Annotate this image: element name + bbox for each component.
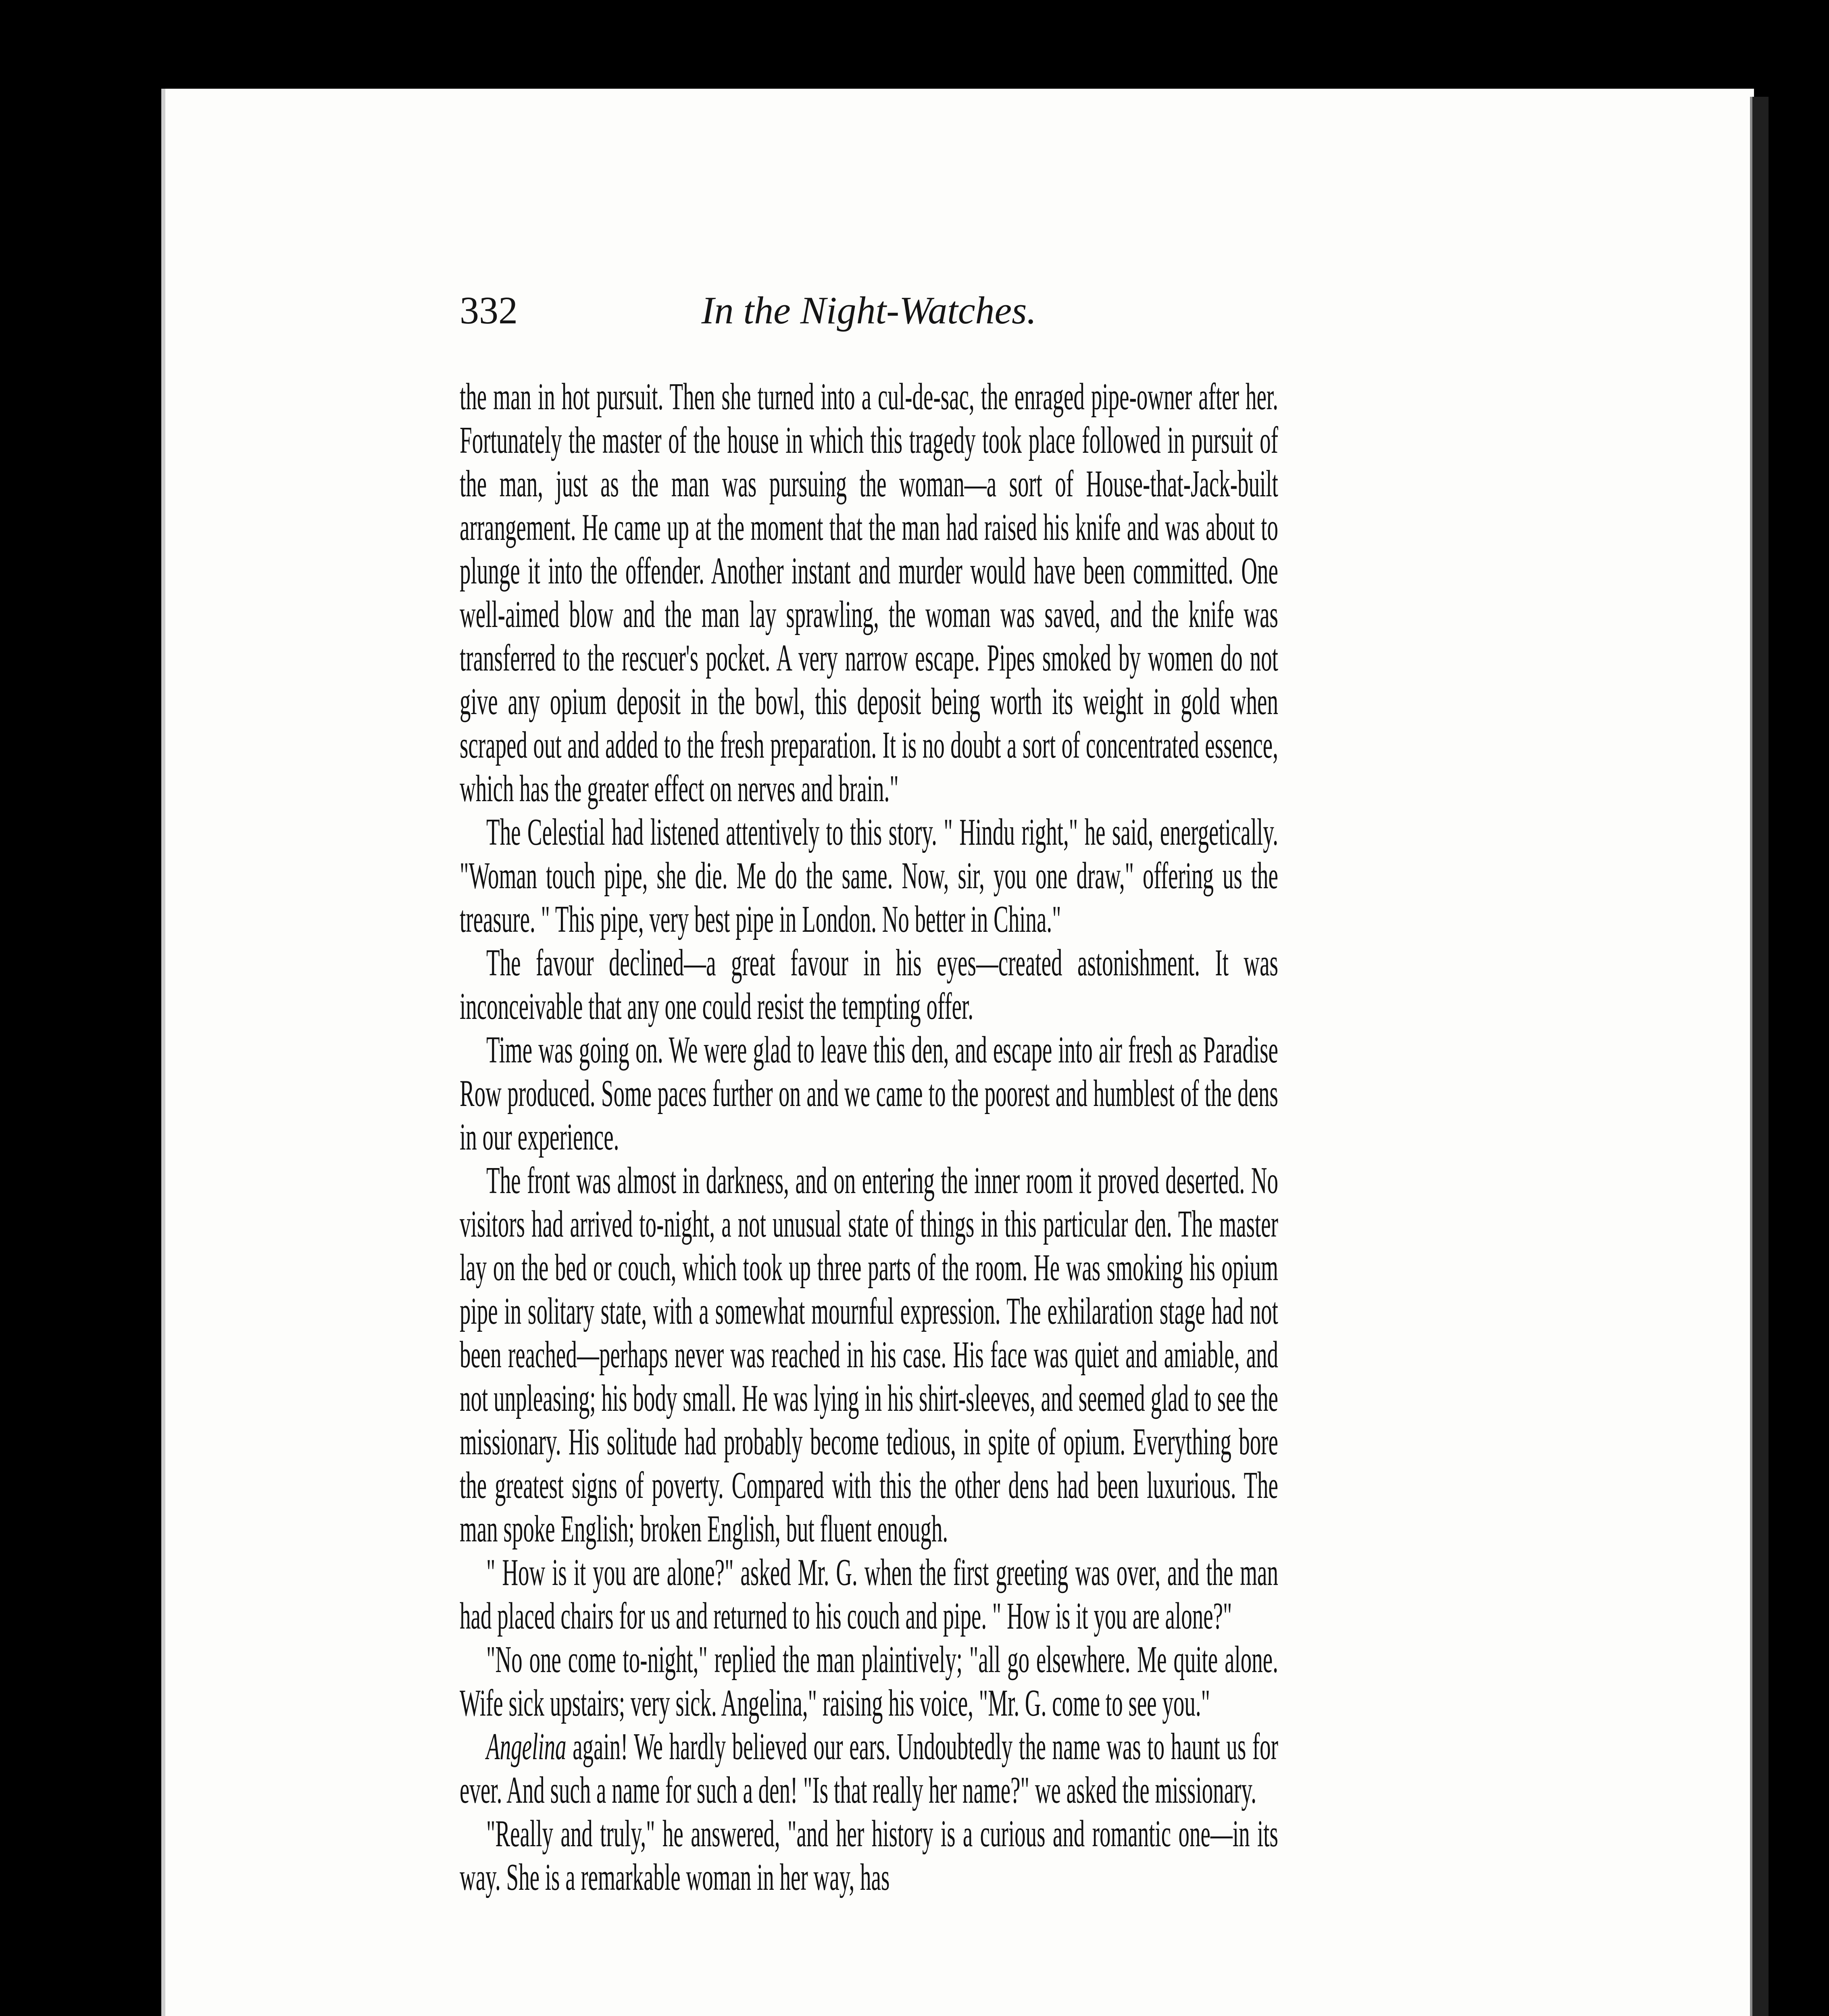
- italic-name: Angelina: [486, 1726, 567, 1768]
- paragraph-2: The Celestial had listened attentively to this story. " Hindu right," he said, energetically. "Woman touch pipe, she die. Me do the same. Now, sir, you one draw," offering us the treasure. " This pipe, very best pipe in London. No better in China.": [460, 811, 1278, 940]
- page-edge: [1750, 97, 1769, 2016]
- paragraph-1: the man in hot pursuit. Then she turned into a cul-de-sac, the enraged pipe-owner after her. Fortunately the master of the house in which this tragedy took place followed in pursuit of the man, just as the man was pursuing the woman—a sort of House-that-Jack-built arrangement. He came up at the moment that the man had raised his knife and was about to plunge it into the offender. Another instant and murder would have been committed. One well-aimed blow and the man lay sprawling, the woman was saved, and the knife was transferred to the rescuer's pocket. A very narrow escape. Pipes smoked by women do not give any opium deposit in the bowl, this deposit being worth its weight in gold when scraped out and added to the fresh preparation. It is no doubt a sort of concentrated essence, which has the greater effect on nerves and brain.": [460, 376, 1278, 810]
- running-title: In the Night-Watches.: [701, 289, 1037, 332]
- paragraph-8: Angelina again! We hardly believed our ears. Undoubtedly the name was to haunt us for ever. And such a name for such a den! "Is that really her name?" we asked the missionary.: [460, 1726, 1278, 1811]
- page-number: 332: [460, 289, 518, 332]
- paragraph-5: The front was almost in darkness, and on entering the inner room it proved deserted. No visitors had arrived to-night, a not unusual state of things in this particular den. The master lay on the bed or couch, which took up three parts of the room. He was smoking his opium pipe in solitary state, with a somewhat mournful expression. The exhilaration stage had not been reached—perhaps never was reached in his case. His face was quiet and amiable, and not unpleasing; his body small. He was lying in his shirt-sleeves, and seemed glad to see the missionary. His solitude had probably become tedious, in spite of opium. Everything bore the greatest signs of poverty. Compared with this the other dens had been luxurious. The man spoke English; broken English, but fluent enough.: [460, 1160, 1278, 1550]
- paragraph-3: The favour declined—a great favour in his eyes—created astonishment. It was inconceivable that any one could resist the tempting offer.: [460, 942, 1278, 1027]
- paragraph-4: Time was going on. We were glad to leave this den, and escape into air fresh as Paradise Row produced. Some paces further on and we came to the poorest and humblest of the dens in our experience.: [460, 1029, 1278, 1158]
- running-head: [460, 282, 1278, 339]
- paragraph-6: " How is it you are alone?" asked Mr. G. when the first greeting was over, and the man had placed chairs for us and returned to his couch and pipe. " How is it you are alone?": [460, 1552, 1278, 1637]
- body-text: [460, 375, 1278, 1899]
- paragraph-7: "No one come to-night," replied the man plaintively; "all go elsewhere. Me quite alone. Wife sick upstairs; very sick. Angelina," raising his voice, "Mr. G. come to see you.": [460, 1639, 1278, 1724]
- paragraph-9: "Really and truly," he answered, "and her history is a curious and romantic one—in its way. She is a remarkable woman in her way, has: [460, 1813, 1278, 1898]
